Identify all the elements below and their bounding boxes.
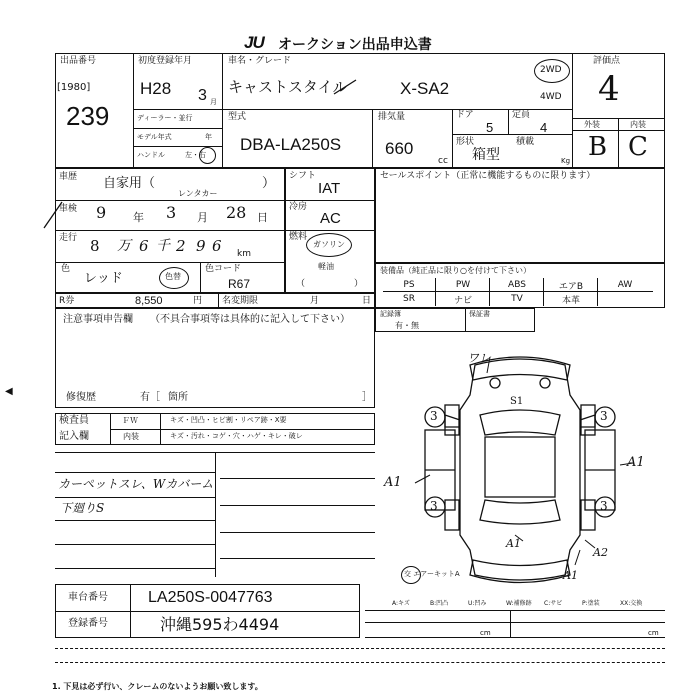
equipment-item: エアB (558, 281, 584, 292)
inspection-day-unit: 日 (257, 211, 268, 224)
auction-logo: JU (244, 33, 264, 52)
usage-label: 車歴 (59, 172, 78, 182)
color-value: レッド (84, 271, 123, 286)
exterior-grade: B (588, 132, 608, 162)
recycle-row (55, 293, 375, 308)
registration-year: H28 (140, 79, 172, 98)
sales-point-label: セールスポイント（正常に機能するものに限ります） (380, 171, 596, 181)
sales-point-block (375, 168, 665, 263)
registration-month-unit: 月 (210, 98, 217, 106)
interior-label: 内装 (630, 120, 646, 129)
shift-value: IAT (318, 180, 341, 197)
doors-label: ドア (456, 110, 474, 120)
equipment-item: PS (403, 280, 415, 290)
doors-value: 5 (486, 120, 494, 135)
grade-score: 4 (598, 69, 620, 109)
first-registration-label: 初度登録年月 (138, 56, 193, 66)
equipment-label: 装備品（純正品に限り○を付けて下さい） (380, 266, 531, 275)
mileage-digit-7: 6 (212, 237, 222, 255)
diagram-mark-10: A1 (563, 569, 578, 582)
model-code: DBA-LA250S (240, 135, 342, 154)
diagram-mark-4: 3 (430, 499, 438, 513)
name-change-day-unit: 日 (362, 296, 372, 306)
recycle-unit: 円 (193, 296, 203, 306)
legend-unit-2: cm (648, 629, 659, 637)
name-change-label: 名変期限 (222, 296, 259, 306)
inspection-year-unit: 年 (133, 211, 144, 224)
displacement-unit: cc (438, 156, 448, 166)
color-change-mark: 色替 (165, 272, 181, 281)
model-label: 型式 (228, 112, 247, 122)
ac-value: AC (320, 210, 341, 227)
legend-unit-1: cm (480, 629, 491, 637)
fuel-paren-open: （ (296, 279, 306, 289)
color-code: R67 (228, 277, 251, 291)
lot-number-prefix: [1980] (57, 82, 91, 93)
equipment-item: ナビ (453, 295, 472, 306)
inspection-day: 28 (226, 203, 247, 222)
mileage-label: 走行 (59, 233, 78, 243)
displacement-label: 排気量 (378, 112, 406, 122)
inspector-row2-label: 内装 (123, 432, 139, 441)
page-title: オークション出品申込書 (278, 37, 432, 53)
diagram-mark-8: A1 (506, 537, 521, 550)
chassis-label: 車台番号 (68, 592, 108, 603)
legend-item: U:凹み (468, 600, 487, 607)
recycle-label: R券 (59, 296, 75, 306)
fuel-label: 燃料 (289, 232, 308, 242)
exterior-label: 外装 (584, 120, 600, 129)
handle-right-circle (199, 147, 216, 164)
recycle-value: 8,550 (135, 295, 163, 307)
mileage-digit-6: 9 (196, 237, 206, 255)
handwritten-note-1: カーペットスレ、Wカバーム (58, 477, 214, 491)
equipment-item: TV (511, 294, 523, 304)
weight-label: 積載 (516, 137, 535, 147)
shift-label: シフト (289, 171, 317, 181)
usage-rental: レンタカー (178, 189, 218, 198)
shape-label: 形状 (456, 137, 475, 147)
checkmark-icon (40, 200, 100, 230)
car-name-label: 車名・グレード (228, 56, 292, 66)
inspector-row2-items: キズ・汚れ・コゲ・穴・ハゲ・キレ・破レ (170, 432, 303, 440)
notes-instruction: （不具合事項等は具体的に記入して下さい） (150, 314, 350, 325)
record-value: 有・無 (395, 321, 419, 330)
equipment-item: SR (403, 294, 415, 304)
legend-item: W:補修跡 (506, 600, 532, 607)
repair-bracket: ］ (362, 392, 372, 403)
margin-arrow-icon: ◀ (5, 386, 13, 397)
equipment-item: ABS (508, 280, 526, 290)
equipment-item: AW (617, 280, 633, 290)
model-year-label: モデル年式 (137, 133, 172, 141)
mileage-digit-3: 6 (139, 237, 149, 255)
diagram-mark-1: S1 (510, 396, 524, 407)
car-grade: X-SA2 (400, 79, 450, 98)
inspection-label: 車検 (59, 204, 78, 214)
inspector-row1-label: ＦＷ (122, 416, 138, 425)
diagram-bottom-note: 交 エアーキットA (404, 570, 460, 578)
car-damage-diagram (375, 335, 665, 605)
inspection-month-unit: 月 (197, 211, 208, 224)
diagram-mark-2: 3 (430, 409, 438, 423)
inspection-year: 9 (96, 203, 107, 222)
grade-label: 評価点 (593, 56, 621, 66)
seats-label: 定員 (512, 110, 531, 120)
diagram-mark-7: A1 (627, 455, 645, 470)
repair-place: 箇所 (168, 392, 188, 403)
plate-number: 沖縄595わ4494 (160, 615, 280, 634)
mileage-digit-4: 千 (156, 238, 170, 254)
color-label: 色 (61, 264, 71, 274)
equipment-item (599, 292, 651, 306)
drive-4wd: 4WD (540, 92, 562, 102)
notes-label: 注意事項申告欄 (63, 314, 133, 325)
repair-label: 修復歴 (66, 392, 96, 403)
displacement-value: 660 (385, 139, 414, 158)
checkmark-icon (330, 72, 360, 102)
car-name: キャストスタイル (228, 78, 348, 96)
equipment-item: 本革 (561, 295, 580, 306)
mileage-digit-1: 8 (90, 237, 100, 255)
plate-label: 登録番号 (68, 618, 108, 629)
ac-label: 冷房 (289, 202, 308, 212)
entry-label: 記入欄 (59, 431, 89, 442)
diagram-mark-5: 3 (600, 499, 608, 513)
handle-value: 左・右 (185, 151, 206, 159)
inspector-row1-items: キズ・凹凸・ヒビ割・リペア跡・X要 (170, 416, 287, 424)
fuel-paren-close: ） (354, 279, 364, 289)
footer-note: 1. 下見は必ず行い、クレームのないようお願い致します。 (52, 682, 263, 691)
lot-number: 239 (66, 101, 110, 131)
equipment-item: PW (455, 280, 471, 290)
chassis-number: LA250S-0047763 (148, 589, 273, 606)
mileage-unit: km (237, 249, 251, 259)
legend-item: C:サビ (544, 600, 563, 607)
handle-label: ハンドル (137, 151, 165, 159)
weight-unit: Kg (561, 157, 571, 165)
shape-value: 箱型 (472, 147, 500, 163)
repair-value: 有［ (140, 392, 160, 403)
record-label: 記録簿 (380, 310, 401, 318)
fuel-gasoline: ガソリン (313, 240, 345, 249)
handwritten-note-2: 下廻りS (60, 501, 105, 515)
diagram-label-top: ワレ (467, 351, 492, 365)
diagram-mark-6: A1 (384, 475, 402, 490)
diagram-mark-3: 3 (600, 409, 608, 423)
interior-grade: C (628, 132, 648, 162)
usage-close: ） (262, 176, 276, 191)
model-year-unit: 年 (205, 133, 212, 141)
inspection-month: 3 (166, 203, 177, 222)
mileage-digit-2: 万 (117, 238, 131, 254)
diagram-mark-9: A2 (593, 546, 608, 559)
fuel-diesel: 軽油 (318, 262, 334, 271)
usage-value: 自家用（ (103, 176, 156, 191)
legend-item: A:キズ (392, 600, 410, 607)
color-code-label: 色コード (205, 264, 242, 274)
warranty-label: 保証書 (469, 310, 490, 318)
seats-value: 4 (540, 120, 548, 135)
inspector-label: 検査員 (59, 415, 89, 426)
registration-month: 3 (198, 87, 207, 104)
dealer-label: ディーラー・並行 (137, 114, 193, 122)
legend-item: B:凹凸 (430, 600, 449, 607)
mileage-digit-5: 2 (176, 237, 186, 255)
drive-2wd: 2WD (540, 65, 562, 75)
legend-item: XX:交換 (620, 600, 643, 607)
lot-number-label: 出品番号 (60, 56, 97, 66)
legend-item: P:塗装 (582, 600, 600, 607)
name-change-month-unit: 月 (310, 296, 320, 306)
